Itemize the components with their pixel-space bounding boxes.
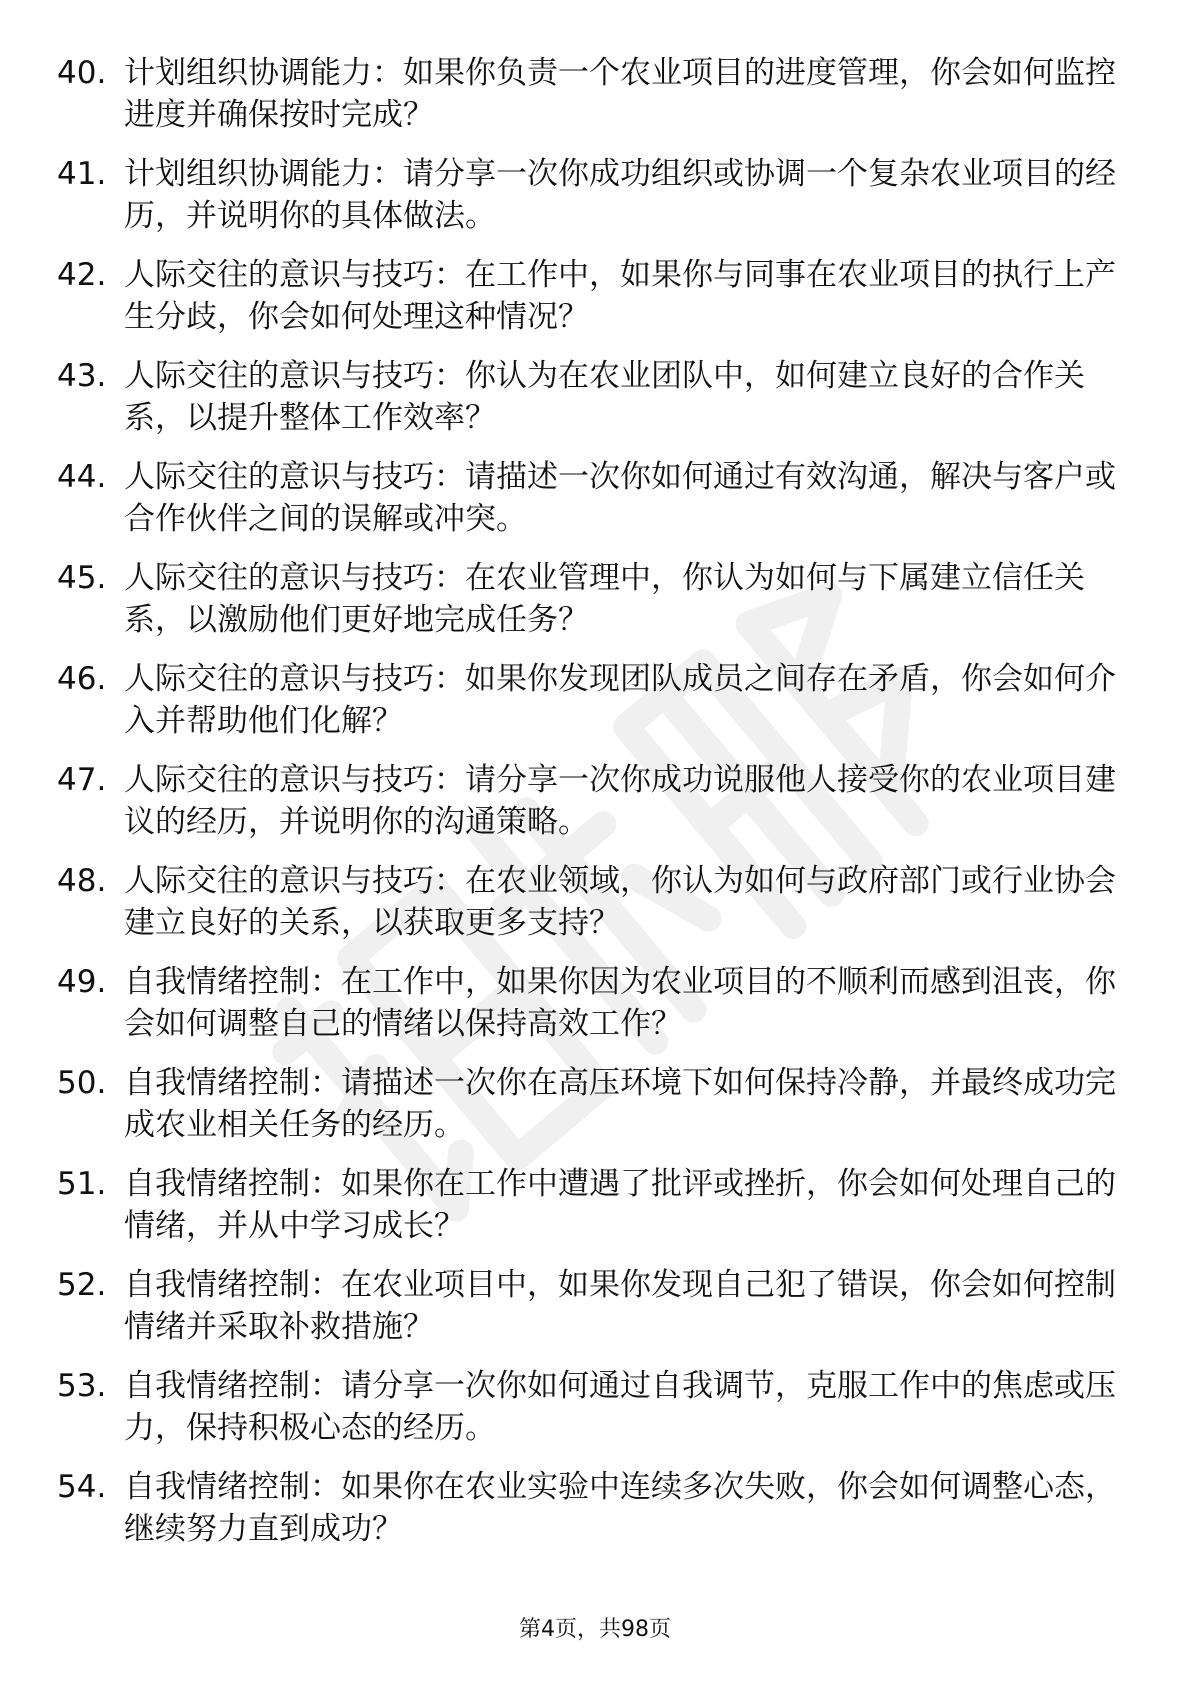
question-item-50 xyxy=(57,1062,1132,1146)
question-number: 48. xyxy=(57,863,107,899)
question-item-41 xyxy=(57,153,1132,237)
question-item-43 xyxy=(57,355,1132,439)
question-number: 52. xyxy=(57,1267,107,1303)
question-number: 46. xyxy=(57,661,107,697)
question-number: 41. xyxy=(57,156,107,192)
question-number: 49. xyxy=(57,964,107,1000)
question-text: 自我情绪控制：请描述一次你在高压环境下如何保持冷静，并最终成功完成农业相关任务的经历。 xyxy=(124,1065,1116,1143)
question-number: 42. xyxy=(57,257,107,293)
question-list xyxy=(57,52,1132,1567)
question-text: 人际交往的意识与技巧：请分享一次你成功说服他人接受你的农业项目建议的经历，并说明你的沟通策略。 xyxy=(124,762,1116,840)
question-text: 人际交往的意识与技巧：请描述一次你如何通过有效沟通，解决与客户或合作伙伴之间的误解或冲突。 xyxy=(124,459,1116,537)
question-text: 计划组织协调能力：请分享一次你成功组织或协调一个复杂农业项目的经历，并说明你的具体做法。 xyxy=(124,156,1116,234)
question-text: 自我情绪控制：如果你在工作中遭遇了批评或挫折，你会如何处理自己的情绪，并从中学习成长？ xyxy=(124,1166,1116,1244)
question-text: 人际交往的意识与技巧：在工作中，如果你与同事在农业项目的执行上产生分歧，你会如何处理这种情况？ xyxy=(124,257,1116,335)
question-number: 51. xyxy=(57,1166,107,1202)
question-text: 人际交往的意识与技巧：如果你发现团队成员之间存在矛盾，你会如何介入并帮助他们化解？ xyxy=(124,661,1116,739)
question-item-45 xyxy=(57,557,1132,641)
question-item-54 xyxy=(57,1466,1132,1550)
question-text: 人际交往的意识与技巧：你认为在农业团队中，如何建立良好的合作关系，以提升整体工作效率？ xyxy=(124,358,1085,436)
question-item-47 xyxy=(57,759,1132,843)
question-item-42 xyxy=(57,254,1132,338)
question-number: 44. xyxy=(57,459,107,495)
question-text: 自我情绪控制：请分享一次你如何通过自我调节，克服工作中的焦虑或压力，保持积极心态的经历。 xyxy=(124,1368,1116,1446)
question-item-48 xyxy=(57,860,1132,944)
question-text: 计划组织协调能力：如果你负责一个农业项目的进度管理，你会如何监控进度并确保按时完成？ xyxy=(124,55,1116,133)
question-number: 40. xyxy=(57,55,107,91)
question-text: 人际交往的意识与技巧：在农业管理中，你认为如何与下属建立信任关系，以激励他们更好地完成任务？ xyxy=(124,560,1085,638)
question-number: 53. xyxy=(57,1368,107,1404)
question-number: 45. xyxy=(57,560,107,596)
question-item-44 xyxy=(57,456,1132,540)
question-number: 54. xyxy=(57,1469,107,1505)
question-item-49 xyxy=(57,961,1132,1045)
question-text: 自我情绪控制：在农业项目中，如果你发现自己犯了错误，你会如何控制情绪并采取补救措施？ xyxy=(124,1267,1116,1345)
question-item-52 xyxy=(57,1264,1132,1348)
question-text: 自我情绪控制：如果你在农业实验中连续多次失败，你会如何调整心态，继续努力直到成功？ xyxy=(124,1469,1116,1547)
question-text: 人际交往的意识与技巧：在农业领域，你认为如何与政府部门或行业协会建立良好的关系，以获取更多支持？ xyxy=(124,863,1116,941)
question-number: 50. xyxy=(57,1065,107,1101)
question-item-53 xyxy=(57,1365,1132,1449)
question-item-40 xyxy=(57,52,1132,136)
question-number: 47. xyxy=(57,762,107,798)
question-item-51 xyxy=(57,1163,1132,1247)
question-item-46 xyxy=(57,658,1132,742)
page-number: 第4页，共98页 xyxy=(519,1617,671,1642)
question-text: 自我情绪控制：在工作中，如果你因为农业项目的不顺利而感到沮丧，你会如何调整自己的情绪以保持高效工作？ xyxy=(124,964,1116,1042)
question-number: 43. xyxy=(57,358,107,394)
